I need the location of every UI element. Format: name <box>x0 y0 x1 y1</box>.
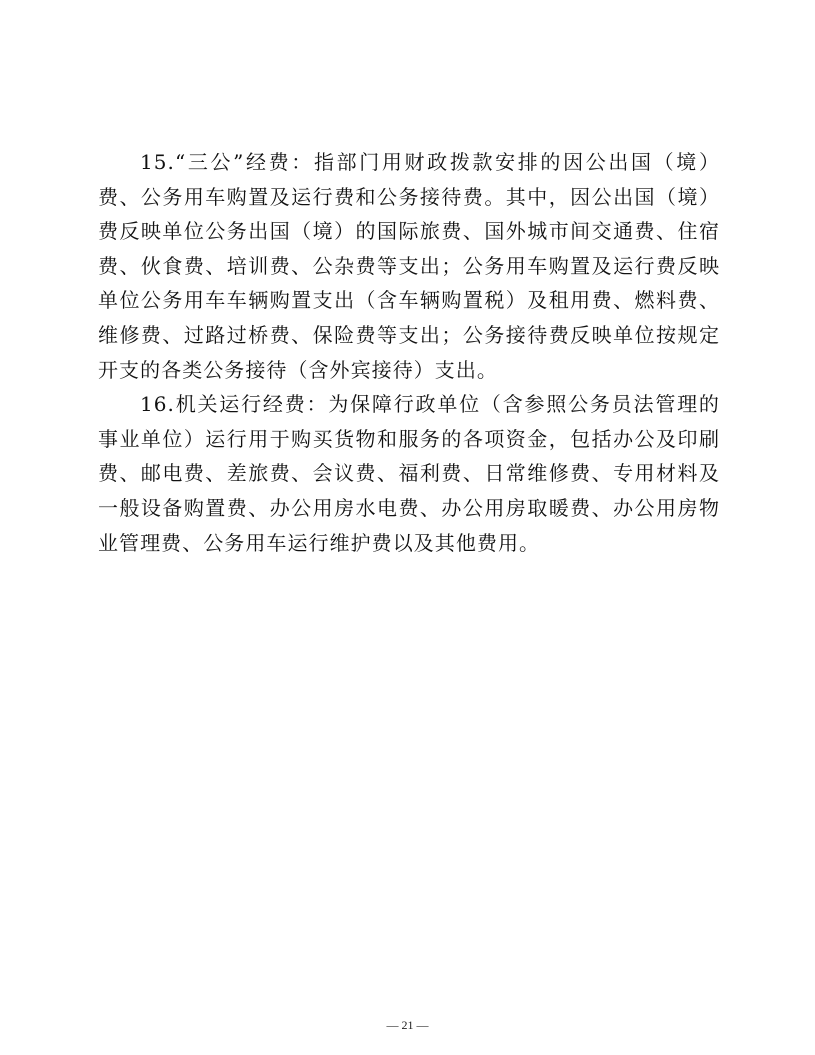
document-body <box>98 145 720 560</box>
page-number: — 21 — <box>386 1018 429 1032</box>
paragraph-agency-operating-expenses: 16.机关运行经费：为保障行政单位（含参照公务员法管理的事业单位）运行用于购买货物和服务的各项资金，包括办公及印刷费、邮电费、差旅费、会议费、福利费、日常维修费、专用材料及一般设备购置费、办公用房水电费、办公用房取暖费、办公用房物业管理费、公务用车运行维护费以及其他费用。 <box>98 392 720 555</box>
paragraph-three-public-expenses: 15.“三公”经费：指部门用财政拨款安排的因公出国（境）费、公务用车购置及运行费和公务接待费。其中，因公出国（境）费反映单位公务出国（境）的国际旅费、国外城市间交通费、住宿费、伙食费、培训费、公杂费等支出；公务用车购置及运行费反映单位公务用车车辆购置支出（含车辆购置税）及租用费、燃料费、维修费、过路过桥费、保险费等支出；公务接待费反映单位按规定开支的各类公务接待（含外宾接待）支出。 <box>98 150 720 382</box>
